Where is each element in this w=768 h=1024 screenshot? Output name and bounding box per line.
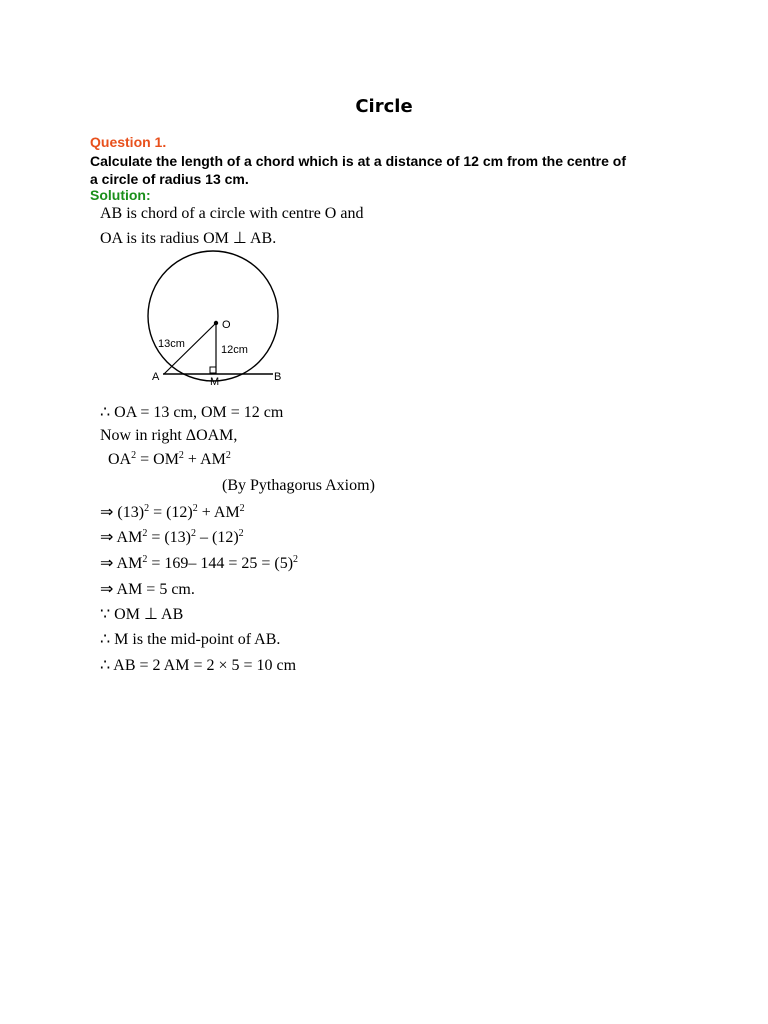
step-7-exp-2: 2 bbox=[293, 554, 299, 565]
step-4: (By Pythagorus Axiom) bbox=[222, 477, 375, 494]
step-3-b: = OM bbox=[136, 451, 179, 468]
step-5-exp-2: 2 bbox=[192, 503, 198, 514]
step-5-a: ⇒ (13) bbox=[100, 504, 145, 521]
step-5 bbox=[100, 502, 245, 522]
circle-diagram bbox=[140, 250, 290, 390]
step-1: ∴ OA = 13 cm, OM = 12 cm bbox=[100, 404, 284, 421]
step-7-a: ⇒ AM bbox=[100, 555, 143, 572]
solution-intro-line2 bbox=[100, 228, 276, 248]
label-oa-length: 13cm bbox=[158, 338, 185, 350]
label-m: M bbox=[210, 376, 220, 388]
page-title: Circle bbox=[355, 96, 413, 117]
solution-intro-line1: AB is chord of a circle with centre O and bbox=[100, 205, 364, 222]
step-6 bbox=[100, 527, 244, 547]
label-o: O bbox=[222, 319, 231, 331]
step-11: ∴ AB = 2 AM = 2 × 5 = 10 cm bbox=[100, 657, 297, 674]
step-10: ∴ M is the mid-point of AB. bbox=[100, 631, 281, 648]
step-9: ∵ OM ⊥ AB bbox=[100, 606, 184, 623]
question-text-line1: Calculate the length of a chord which is at a distance of 12 cm from the centre of bbox=[90, 153, 626, 169]
step-3-exp-3: 2 bbox=[225, 450, 231, 461]
step-5-exp-3: 2 bbox=[239, 503, 245, 514]
step-2: Now in right ΔOAM, bbox=[100, 427, 238, 444]
step-3-a: OA bbox=[108, 451, 132, 468]
center-point bbox=[214, 321, 218, 325]
label-a: A bbox=[152, 371, 160, 383]
step-6-exp-2: 2 bbox=[191, 528, 196, 539]
step-7-b: = 169– 144 = 25 = (5) bbox=[147, 555, 294, 572]
intro-line2-part-b: AB. bbox=[246, 230, 277, 247]
step-7 bbox=[100, 553, 298, 573]
label-om-length: 12cm bbox=[221, 344, 248, 356]
step-6-b: = (13) bbox=[147, 529, 191, 546]
step-5-exp-1: 2 bbox=[144, 503, 150, 514]
label-b: B bbox=[274, 371, 282, 383]
step-3-c: + AM bbox=[183, 451, 226, 468]
step-6-c: – (12) bbox=[196, 529, 239, 546]
step-5-c: + AM bbox=[197, 504, 240, 521]
step-3-exp-1: 2 bbox=[131, 450, 137, 461]
step-5-b: = (12) bbox=[149, 504, 193, 521]
step-6-a: ⇒ AM bbox=[100, 529, 143, 546]
question-label: Question 1. bbox=[90, 134, 167, 150]
step-3 bbox=[108, 451, 231, 469]
step-6-exp-3: 2 bbox=[238, 528, 244, 539]
question-text-line2: a circle of radius 13 cm. bbox=[90, 171, 249, 187]
perpendicular-symbol: ⊥ bbox=[232, 230, 247, 247]
circle-outline bbox=[148, 251, 278, 381]
right-angle-marker bbox=[210, 367, 216, 373]
intro-line2-part-a: OA is its radius OM bbox=[100, 230, 233, 247]
step-7-exp-1: 2 bbox=[142, 554, 148, 565]
step-6-exp-1: 2 bbox=[142, 528, 148, 539]
step-8: ⇒ AM = 5 cm. bbox=[100, 581, 195, 598]
solution-label: Solution: bbox=[90, 187, 151, 203]
step-3-exp-2: 2 bbox=[178, 450, 184, 461]
